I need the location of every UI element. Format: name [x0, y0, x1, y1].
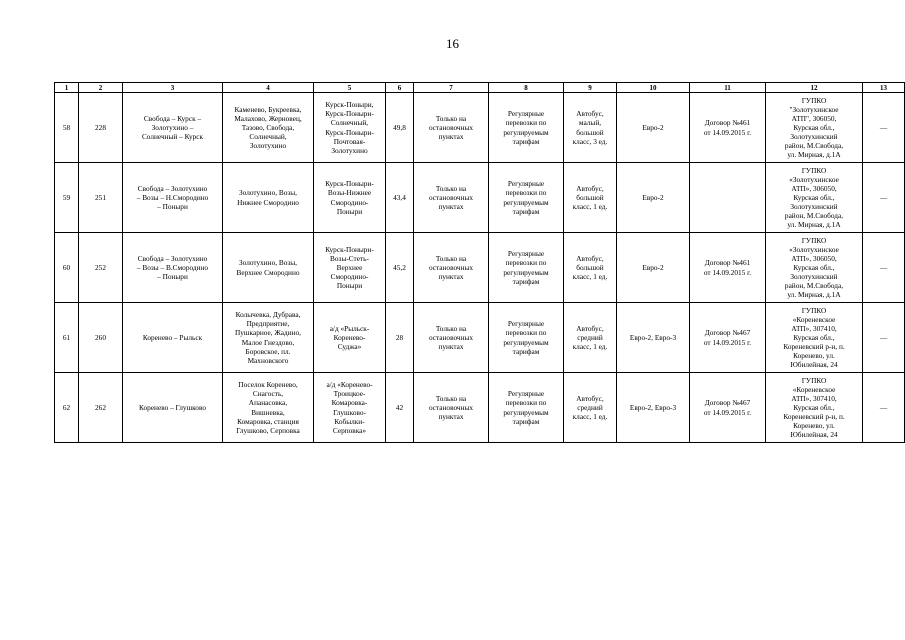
table-cell: [863, 93, 905, 163]
column-header: 11: [690, 83, 766, 93]
column-header: 7: [414, 83, 489, 93]
cell-text: Коренево – Глушково: [139, 402, 206, 412]
column-header: 9: [564, 83, 617, 93]
cell-text: Колычевка, Дубрава, Предприятие, Пушкарное, Жадино, Малое Гнездово, Боровское, пл. Махновского: [235, 310, 301, 365]
cell-text: 58: [62, 122, 71, 132]
column-header: 8: [489, 83, 564, 93]
table-cell: [617, 233, 690, 303]
cell-text: 43,4: [393, 192, 406, 202]
table-cell: [766, 163, 863, 233]
table-cell: [489, 163, 564, 233]
table-cell: [223, 373, 314, 443]
table-cell: [414, 163, 489, 233]
cell-text: Евро-2: [642, 262, 664, 272]
table-cell: [123, 303, 223, 373]
cell-text: Курск-Поныри- Возы-Нижнее Смородино- Поныри: [325, 179, 374, 216]
cell-text: Курск-Поныри, Курск-Поныри- Солнечный, Курск-Поныри- Почтовая- Золотухино: [325, 100, 374, 155]
cell-text: Коренево – Рыльск: [142, 332, 203, 342]
cell-text: Регулярные перевозки по регулируемым тарифам: [503, 109, 549, 146]
table-cell: [690, 163, 766, 233]
cell-text: 59: [62, 192, 71, 202]
cell-text: 42: [395, 402, 404, 412]
table-cell: [386, 93, 414, 163]
table-cell: [55, 233, 79, 303]
table-cell: [414, 303, 489, 373]
table-cell: [386, 233, 414, 303]
table-cell: [489, 93, 564, 163]
table-cell: [766, 93, 863, 163]
table-cell: [79, 303, 123, 373]
cell-text: Евро-2: [642, 192, 664, 202]
cell-text: 60: [62, 262, 71, 272]
table-cell: [617, 93, 690, 163]
table-cell: [564, 233, 617, 303]
table-header-row: [55, 83, 905, 93]
table-cell: [123, 233, 223, 303]
table-row: [55, 373, 905, 443]
column-header: 6: [386, 83, 414, 93]
table-cell: [564, 93, 617, 163]
table-cell: [564, 373, 617, 443]
table-cell: [123, 93, 223, 163]
cell-text: ГУПКО «Кореневское АТП», 307410, Курская обл., Кореневский р-н, п. Коренево, ул. Юбилейная, 24: [783, 375, 845, 440]
column-header: 2: [79, 83, 123, 93]
table-cell: [766, 303, 863, 373]
cell-text: Автобус, большой класс, 1 ед.: [572, 253, 608, 282]
cell-text: Автобус, малый, большой класс, 3 ед.: [572, 109, 608, 146]
table-cell: [414, 233, 489, 303]
table-cell: [223, 233, 314, 303]
table-cell: [79, 93, 123, 163]
column-header: 13: [863, 83, 905, 93]
table-cell: [386, 163, 414, 233]
cell-text: Евро-2: [642, 122, 664, 132]
table-cell: [489, 303, 564, 373]
table-cell: [414, 93, 489, 163]
table-cell: [223, 93, 314, 163]
cell-text: —: [879, 122, 888, 132]
cell-text: Автобус, средний класс, 1 ед.: [572, 323, 608, 352]
column-header: 10: [617, 83, 690, 93]
cell-text: Автобус, средний класс, 1 ед.: [572, 393, 608, 422]
table-cell: [863, 303, 905, 373]
table-cell: [314, 233, 386, 303]
table-cell: [55, 303, 79, 373]
cell-text: Курск-Поныри- Возы-Стеть- Верхнее Смородино- Поныри: [325, 244, 374, 291]
column-header: 12: [766, 83, 863, 93]
cell-text: ГУПКО «Золотухинское АТП», 306050, Курская обл., Золотухинский район, М.Свобода, ул. Мирная, д.1А: [784, 165, 844, 230]
table-cell: [564, 163, 617, 233]
table-cell: [863, 373, 905, 443]
cell-text: ГУПКО "Золотухинское АТП", 306050, Курская обл., Золотухинский район, М.Свобода, ул. Мирная, д.1А: [784, 95, 844, 160]
cell-text: —: [879, 332, 888, 342]
cell-text: Договор №461 от 14.09.2015 г.: [703, 118, 752, 137]
table-cell: [617, 373, 690, 443]
cell-text: 49,8: [393, 122, 406, 132]
table-cell: [386, 303, 414, 373]
table-cell: [123, 373, 223, 443]
cell-text: —: [879, 262, 888, 272]
table-cell: [414, 373, 489, 443]
cell-text: 28: [395, 332, 404, 342]
table-cell: [79, 163, 123, 233]
cell-text: Регулярные перевозки по регулируемым тарифам: [503, 319, 549, 356]
cell-text: Только на остановочных пунктах: [428, 183, 474, 212]
cell-text: Евро-2, Евро-3: [629, 332, 677, 342]
table-row: [55, 163, 905, 233]
table-cell: [617, 163, 690, 233]
cell-text: 45,2: [393, 262, 406, 272]
cell-text: Свобода – Золотухино – Возы – Н.Смородино – Поныри: [136, 183, 209, 212]
table-row: [55, 233, 905, 303]
table-cell: [314, 303, 386, 373]
cell-text: Регулярные перевозки по регулируемым тарифам: [503, 179, 549, 216]
cell-text: а/д «Рыльск- Коренево- Суджа»: [329, 323, 370, 352]
cell-text: Только на остановочных пунктах: [428, 323, 474, 352]
cell-text: 262: [95, 402, 106, 412]
cell-text: ГУПКО «Золотухинское АТП», 306050, Курская обл., Золотухинский район, М.Свобода, ул. Мирная, д.1А: [784, 235, 844, 300]
cell-text: 62: [62, 402, 71, 412]
column-header: 3: [123, 83, 223, 93]
table-cell: [223, 303, 314, 373]
cell-text: Договор №467 от 14.09.2015 г.: [703, 398, 752, 417]
table-cell: [55, 93, 79, 163]
cell-text: 61: [62, 332, 71, 342]
table-cell: [79, 373, 123, 443]
table-cell: [55, 163, 79, 233]
column-header: 4: [223, 83, 314, 93]
column-header: 1: [55, 83, 79, 93]
cell-text: а/д «Коренево- Троицкое- Комаровка- Глушково- Кобылки- Серповка»: [326, 380, 373, 435]
table-cell: [223, 163, 314, 233]
table-cell: [386, 373, 414, 443]
cell-text: 252: [95, 262, 106, 272]
cell-text: Только на остановочных пунктах: [428, 113, 474, 142]
cell-text: Поселок Коренево, Снагость, Апанасовка, Вишневка, Комаровка, станция Глушково, Серповка: [236, 380, 300, 435]
cell-text: Регулярные перевозки по регулируемым тарифам: [503, 249, 549, 286]
cell-text: Договор №461 от 14.09.2015 г.: [703, 258, 752, 277]
page-number: 16: [446, 36, 459, 51]
cell-text: Евро-2, Евро-3: [629, 402, 677, 412]
table-cell: [766, 373, 863, 443]
cell-text: Только на остановочных пунктах: [428, 253, 474, 282]
table-cell: [55, 373, 79, 443]
table-cell: [489, 233, 564, 303]
table-cell: [314, 93, 386, 163]
table-row: [55, 303, 905, 373]
cell-text: ГУПКО «Кореневское АТП», 307410, Курская обл., Кореневский р-н, п. Коренево, ул. Юбилейная, 24: [783, 305, 845, 370]
table-cell: [690, 93, 766, 163]
cell-text: Договор №467 от 14.09.2015 г.: [703, 328, 752, 347]
table-cell: [79, 233, 123, 303]
table-body: [55, 93, 905, 443]
cell-text: 260: [95, 332, 106, 342]
cell-text: Свобода – Курск – Золотухино – Солнечный – Курск: [141, 113, 204, 142]
table-cell: [314, 163, 386, 233]
cell-text: Свобода – Золотухино – Возы – В.Смородино – Поныри: [136, 253, 209, 282]
cell-text: 228: [95, 122, 106, 132]
table-cell: [314, 373, 386, 443]
table-cell: [766, 233, 863, 303]
table-cell: [690, 233, 766, 303]
cell-text: —: [879, 192, 888, 202]
cell-text: Золотухино, Возы, Верхнее Смородино: [236, 258, 300, 277]
cell-text: Только на остановочных пунктах: [428, 393, 474, 422]
cell-text: —: [879, 402, 888, 412]
table-cell: [863, 163, 905, 233]
table-cell: [564, 303, 617, 373]
table-cell: [690, 373, 766, 443]
cell-text: Регулярные перевозки по регулируемым тарифам: [503, 389, 549, 426]
table-cell: [863, 233, 905, 303]
table-cell: [617, 303, 690, 373]
cell-text: Золотухино, Возы, Нижнее Смородино: [237, 188, 299, 207]
table-cell: [123, 163, 223, 233]
table-cell: [489, 373, 564, 443]
table-cell: [690, 303, 766, 373]
cell-text: Каменево, Букреевка, Малахово, Жерновец, Тазово, Свобода, Солнечный, Золотухино: [234, 104, 302, 151]
cell-text: Автобус, большой класс, 1 ед.: [572, 183, 608, 212]
cell-text: 251: [95, 192, 106, 202]
table-row: [55, 93, 905, 163]
routes-table: [54, 82, 905, 443]
column-header: 5: [314, 83, 386, 93]
